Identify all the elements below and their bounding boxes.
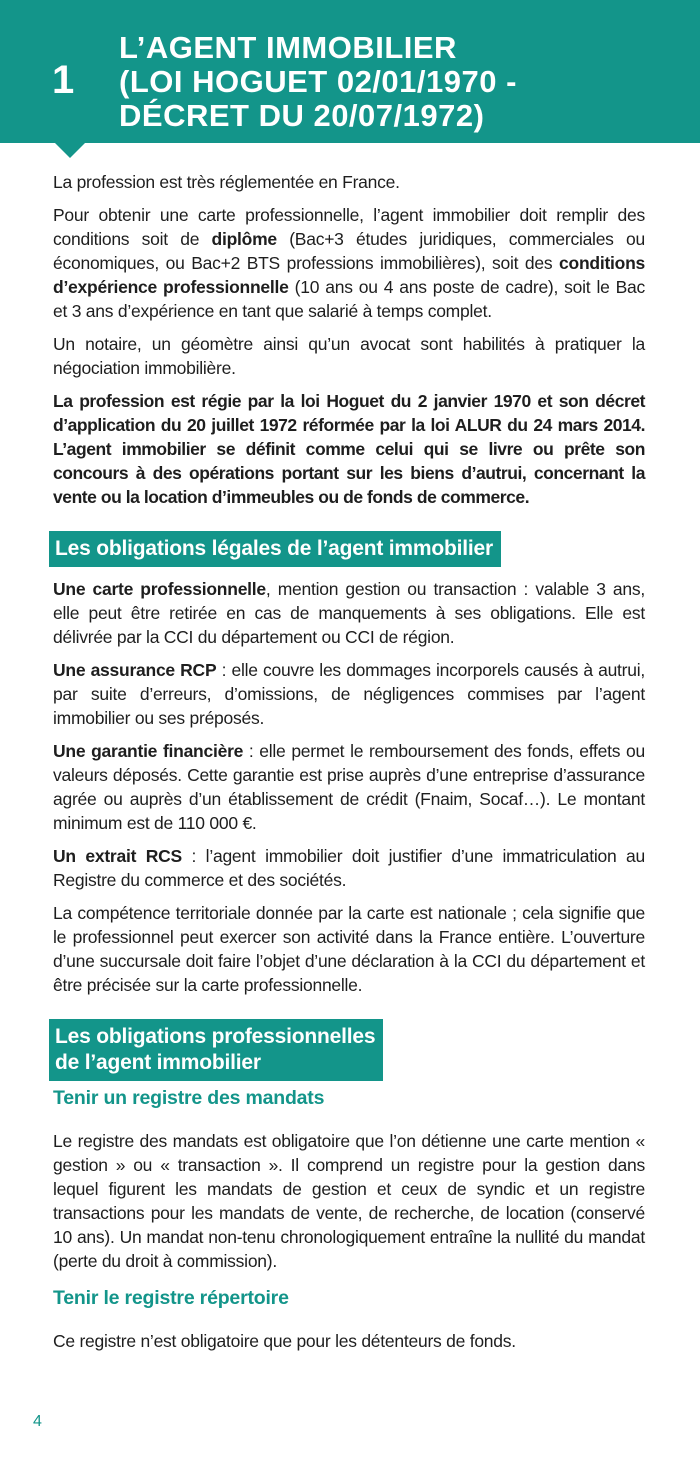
chapter-title-line-2: (LOI HOGUET 02/01/1970 - xyxy=(119,64,517,99)
header-notch xyxy=(55,143,85,158)
chapter-number: 1 xyxy=(52,58,75,102)
experience-emphasis: conditions d’expérience professionnelle xyxy=(53,253,645,297)
garantie-label: Une garantie financière xyxy=(53,741,244,761)
page-content xyxy=(53,170,645,1362)
chapter-title-line-3: DÉCRET DU 20/07/1972) xyxy=(119,98,485,133)
carte-label: Une carte professionnelle xyxy=(53,579,266,599)
chapter-header xyxy=(0,0,700,143)
chapter-title xyxy=(119,31,679,133)
assurance-rcp-paragraph: Une assurance RCP : elle couvre les dommages incorporels causés à autrui, par suite d’erreurs, d’omissions, de négligences commises par l’agent immobilier ou ses préposés. xyxy=(53,660,645,728)
extrait-rcs-paragraph: Un extrait RCS : l’agent immobilier doit justifier d’une immatriculation au Registre du commerce et des sociétés. xyxy=(53,846,645,890)
subheading-registre-repertoire: Tenir le registre répertoire xyxy=(53,1287,289,1309)
garantie-financiere-paragraph: Une garantie financière : elle permet le remboursement des fonds, effets ou valeurs déposés. Cette garantie est prise auprès d’une entreprise d’assurance agrée ou auprès d’un établissement de crédit (Fnaim, Socaf…). Le montant minimum est de 110 000 €. xyxy=(53,741,645,833)
section-heading-legal: Les obligations légales de l’agent immobilier xyxy=(49,531,501,567)
registre-mandats-paragraph: Le registre des mandats est obligatoire que l’on détienne une carte mention « gestion » ou « transaction ». Il comprend un registre pour la gestion dans lequel figurent les mandats de gestion et ceux de syndic et un registre transactions pour les mandats de vente, de recherche, de location (conservé 10 ans). Un mandat non-tenu chronologiquement entraîne la nullité du mandat (perte du droit à commission). xyxy=(53,1131,645,1271)
carte-professionnelle-paragraph: Une carte professionnelle, mention gestion ou transaction : valable 3 ans, elle peut être retirée en cas de manquements à ses obligations. Elle est délivrée par la CCI du département ou CCI de région. xyxy=(53,579,645,647)
intro-paragraph-1: La profession est très réglementée en France. xyxy=(53,172,400,192)
rcs-label: Un extrait RCS xyxy=(53,846,182,866)
rcp-label: Une assurance RCP xyxy=(53,660,217,680)
intro-paragraph-3: Un notaire, un géomètre ainsi qu’un avocat sont habilités à pratiquer la négociation immobilière. xyxy=(53,334,645,378)
section-heading-professional: Les obligations professionnelles de l’agent immobilier xyxy=(49,1019,383,1081)
intro-paragraph-4: La profession est régie par la loi Hoguet du 2 janvier 1970 et son décret d’application du 20 juillet 1972 réformée par la loi ALUR du 24 mars 2014. L’agent immobilier se définit comme celui qui se livre ou prête son concours à des opérations portant sur les biens d’autrui, concernant la vente ou la location d’immeubles ou de fonds de commerce. xyxy=(53,391,645,507)
chapter-title-line-1: L’AGENT IMMOBILIER xyxy=(119,30,457,65)
page-number: 4 xyxy=(33,1413,42,1430)
diplome-emphasis: diplôme xyxy=(211,229,277,249)
competence-paragraph: La compétence territoriale donnée par la carte est nationale ; cela signifie que le professionnel peut exercer son activité dans la France entière. L’ouverture d’une succursale doit faire l’objet d’une déclaration à la CCI du département et être précisée sur la carte professionnelle. xyxy=(53,903,645,995)
intro-paragraph-2: Pour obtenir une carte professionnelle, l’agent immobilier doit remplir des conditions soit de diplôme (Bac+3 études juridiques, commerciales ou économiques, ou Bac+2 BTS professions immobilières), soit des conditions d’expérience professionnelle (10 ans ou 4 ans poste de cadre), soit le Bac et 3 ans d’expérience en tant que salarié à temps complet. xyxy=(53,205,646,321)
subheading-registre-mandats: Tenir un registre des mandats xyxy=(53,1087,325,1109)
registre-repertoire-paragraph: Ce registre n’est obligatoire que pour les détenteurs de fonds. xyxy=(53,1331,516,1351)
